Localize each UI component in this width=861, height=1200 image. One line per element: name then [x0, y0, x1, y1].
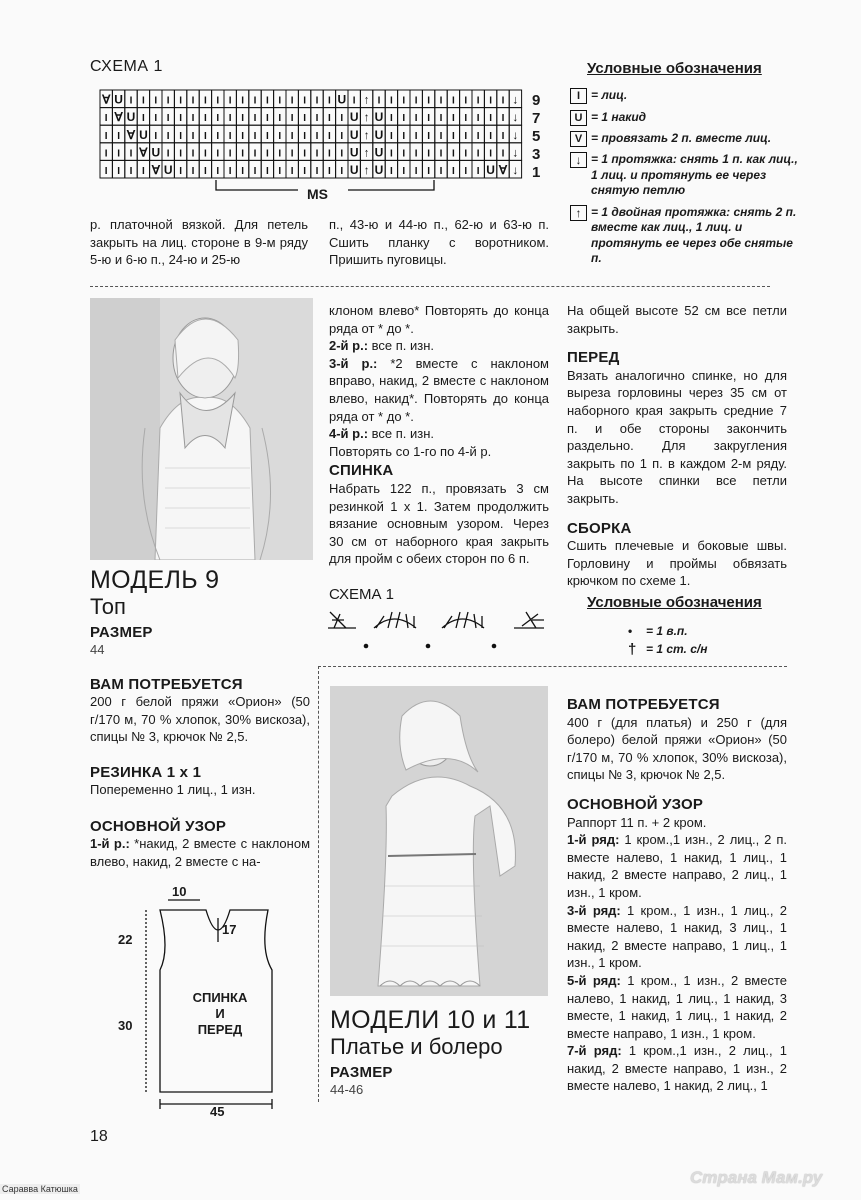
model9-subtitle: Топ: [90, 594, 126, 619]
chart-symbol: I: [117, 148, 120, 160]
chart-symbol: I: [104, 130, 108, 142]
chart-symbol: I: [452, 148, 455, 160]
dim-side-top: 22: [118, 932, 133, 947]
chart-symbol: I: [253, 130, 257, 142]
chart-symbol: ↓: [512, 92, 519, 107]
chart-symbol: I: [464, 130, 468, 142]
chart-symbol: I: [489, 113, 492, 125]
chart-symbol: I: [228, 95, 232, 107]
chart-symbol: U: [337, 92, 347, 107]
chart-symbol: ∀: [126, 127, 136, 142]
chart-symbol: I: [390, 130, 393, 142]
chart-symbol: U: [374, 145, 384, 160]
chart-symbol: ↑: [363, 92, 370, 107]
row-numbers: [532, 92, 540, 182]
chart-symbol: I: [340, 166, 344, 177]
arrow-up-icon: ↑: [570, 205, 587, 221]
chain-stitch-icon: •: [628, 624, 633, 638]
chart-symbol: I: [228, 113, 232, 125]
chart-symbol: ∀: [151, 163, 160, 177]
chart-symbol: I: [315, 166, 319, 177]
arrow-down-icon: ↓: [570, 152, 587, 168]
chart-symbol: I: [328, 148, 331, 160]
chart-symbol: I: [452, 113, 455, 125]
chart-symbol: I: [253, 166, 257, 177]
chart-symbol: U: [114, 92, 123, 107]
chart-symbol: I: [340, 113, 344, 125]
row-number: 3: [532, 146, 541, 163]
crochet-chart: [326, 606, 551, 652]
chart-symbol: I: [216, 130, 220, 142]
model9-col2: клоном влево* Повторять до конца ряда от * до *. 2-й р.: все п. изн. 3-й р.: *2 вместе с наклоном вправо, накид, 2 вместе с наклоном влево, накид*. Повторять до конца ряда от * до *. 4-й р.: все п. изн. Повторять со 1-го по 4-й р. СПИНКА Набрать 122 п., провязать 3 см резинкой 1 х 1. Затем продолжить вязание основным узором. Через 30 см от наборного края закрыть для пройм с обеих сторон по 6 п.: [329, 303, 549, 567]
section-divider: [90, 286, 770, 287]
chart-symbol: I: [340, 148, 344, 160]
chart-symbol: I: [278, 113, 282, 125]
chart-symbol: I: [290, 148, 294, 160]
chart-symbol: I: [166, 95, 170, 107]
chart-symbol: I: [427, 148, 430, 160]
chart-symbol: I: [340, 130, 344, 142]
dim-neck: 17: [222, 922, 237, 937]
chart-symbol: I: [154, 113, 158, 125]
model9-photo: [90, 298, 313, 560]
chart-symbol: I: [315, 95, 319, 107]
chart-symbol: U: [349, 163, 359, 177]
model10-pattern-heading: ОСНОВНОЙ УЗОР: [567, 795, 704, 813]
chart-symbol: I: [352, 95, 356, 107]
chart-symbol: ↑: [363, 110, 370, 125]
model10-frame: [318, 666, 787, 667]
model9-size-heading: РАЗМЕР: [90, 624, 153, 641]
chart-symbol: I: [154, 95, 158, 107]
yarn-over-icon: U: [570, 110, 587, 126]
chart-symbol: I: [191, 148, 195, 160]
chart-symbol: I: [228, 166, 232, 177]
chart-symbol: I: [253, 148, 257, 160]
chart-symbol: I: [241, 95, 244, 107]
chart-symbol: I: [104, 166, 108, 177]
chart-symbol: I: [402, 130, 406, 142]
model9-need-heading: ВАМ ПОТРЕБУЕТСЯ: [90, 676, 243, 693]
chart-symbol: I: [241, 113, 244, 125]
model10-need-text: 400 г (для платья) и 250 г (для болеро) белой пряжи «Орион» (50 г/170 м, 70 % хлопок, 30% вискоза), спицы № 3, крючок № 2,5.: [567, 714, 787, 783]
crochet-legend: [628, 624, 707, 657]
knitting-chart: [98, 88, 558, 208]
row1-text: *накид, 2 вместе с наклоном влево, накид, 2 вместе с на-: [90, 836, 311, 869]
model9-size-value: 44: [90, 642, 105, 657]
legend-item: V = провязать 2 п. вместе лиц.: [570, 131, 800, 147]
chart-symbol: I: [216, 166, 220, 177]
chart-symbol: I: [179, 95, 182, 107]
chart-symbol: I: [142, 113, 145, 125]
back-heading: СПИНКА: [329, 462, 394, 480]
chart-symbol: I: [489, 95, 492, 107]
chart-symbol: I: [179, 166, 182, 177]
chart-symbol: I: [328, 130, 331, 142]
chart-symbol: I: [476, 95, 480, 107]
chart-symbol: I: [191, 113, 195, 125]
ms-label: MS: [307, 186, 328, 202]
chart-symbol: I: [142, 95, 145, 107]
chart-symbol: ↓: [512, 110, 519, 125]
chart-symbol: ↓: [512, 127, 519, 142]
chart-symbol: I: [315, 148, 319, 160]
model10-title: МОДЕЛИ 10 и 11: [330, 1006, 531, 1034]
row-number: 7: [532, 110, 541, 127]
dim-side-bottom: 30: [118, 1018, 133, 1033]
chart-symbol: I: [476, 166, 480, 177]
chart-symbol: I: [241, 166, 244, 177]
chart-symbol: I: [501, 148, 505, 160]
legend-item: • = 1 в.п.: [628, 624, 688, 638]
page-number: 18: [90, 1128, 108, 1145]
chart-symbol: U: [349, 127, 359, 142]
chart-symbol: I: [266, 166, 269, 177]
chart-symbol: I: [303, 95, 306, 107]
chart-symbol: I: [266, 148, 269, 160]
chart-symbol: U: [486, 163, 495, 177]
chart-symbol: I: [290, 95, 294, 107]
model10-subtitle: Платье и болеро: [330, 1034, 503, 1059]
model10-frame-left: [318, 666, 319, 1102]
chart-symbol: I: [377, 95, 381, 107]
legend-item: ↑ = 1 двойная протяжка: снять 2 п. вместе как лиц., 1 лиц. и протянуть ее через обе снятые п.: [570, 205, 800, 267]
model9-need-text: 200 г белой пряжи «Орион» (50 г/170 м, 70 % хлопок, 30% вискоза), спицы № 3, крючок № 2,5.: [90, 694, 310, 745]
chart-symbol: I: [290, 130, 294, 142]
dim-bottom: 45: [210, 1104, 225, 1119]
legend-item: ↓ = 1 протяжка: снять 1 п. как лиц., 1 лиц. и протянуть ее через снятую петлю: [570, 152, 800, 199]
chart-symbol: I: [129, 148, 133, 160]
model10-col: ВАМ ПОТРЕБУЕТСЯ 400 г (для платья) и 250 г (для болеро) белой пряжи «Орион» (50 г/170 м, 70 % хлопок, 30% вискоза), спицы № 3, крючок № 2,5. ОСНОВНОЙ УЗОР Раппорт 11 п. + 2 кром. 1-й ряд: 1 кром.,1 изн., 2 лиц., 2 п. вместе налево, 1 накид, 1 лиц., 1 накид, 2 вместе направо, 2 лиц., 1 изн., 1 кром. 3-й ряд: 1 кром., 1 изн., 1 лиц., 2 вместе налево, 1 накид, 3 лиц., 1 накид, 2 вместе направо, 1 лиц., 1 изн., 1 кром. 5-й ряд: 1 кром., 1 изн., 2 вместе налево, 1 накид, 1 лиц., 1 накид, 3 вместе, 1 накид, 1 лиц., 1 накид, 2 вместе направо, 1 изн., 1 кром. 7-й ряд: 1 кром.,1 изн., 2 лиц., 1 накид, 2 вместе направо, 1 изн., 2 вместе налево, 1 накид, 2 лиц., 1: [567, 696, 787, 1094]
chart-symbol: I: [204, 130, 207, 142]
chart-symbol: U: [349, 110, 359, 125]
chart-symbol: I: [439, 148, 443, 160]
legend-item: † = 1 ст. с/н: [628, 640, 708, 658]
chart-symbol: I: [179, 148, 182, 160]
chart-symbol: I: [464, 113, 468, 125]
pattern-center-label: СПИНКА И ПЕРЕД: [192, 990, 248, 1037]
front-heading: ПЕРЕД: [567, 349, 620, 367]
chart-symbol: I: [328, 166, 331, 177]
model9-rib-text: Попеременно 1 лиц., 1 изн.: [90, 782, 256, 797]
chart-symbol: I: [402, 113, 406, 125]
chart-symbol: U: [163, 163, 173, 177]
chart-symbol: U: [349, 145, 359, 160]
chart-symbol: I: [315, 130, 319, 142]
chart-symbol: I: [315, 113, 319, 125]
chart-symbol: I: [414, 113, 418, 125]
model9-title: МОДЕЛЬ 9: [90, 566, 220, 594]
legend-item: I = лиц.: [570, 88, 800, 104]
chart-symbol: ↑: [363, 145, 370, 160]
chart-symbol: I: [452, 166, 455, 177]
model9-pattern-heading: ОСНОВНОЙ УЗОР: [90, 818, 227, 835]
chart-symbol: I: [278, 95, 282, 107]
chart-symbol: I: [439, 95, 443, 107]
chart-symbol: I: [117, 166, 120, 177]
chart-symbol: I: [390, 166, 393, 177]
chart-symbol: I: [452, 130, 455, 142]
watermark: Страна Мам.ру: [690, 1168, 823, 1187]
model9-rib-heading: РЕЗИНКА 1 х 1: [90, 764, 202, 781]
chart-symbol: I: [290, 166, 294, 177]
chart-symbol: I: [241, 130, 244, 142]
chart-symbol: I: [253, 113, 257, 125]
legend-item: U = 1 накид: [570, 110, 800, 126]
model10-size-value: 44-46: [330, 1082, 364, 1097]
chart-symbol: I: [129, 166, 133, 177]
chart-symbol: I: [414, 166, 418, 177]
chart-symbol: I: [166, 113, 170, 125]
chart-symbol: I: [241, 148, 244, 160]
crochet-legend-title: Условные обозначения: [587, 594, 762, 611]
double-crochet-icon: †: [628, 640, 637, 658]
model10-size-heading: РАЗМЕР: [330, 1064, 393, 1081]
chart-symbol: ∀: [114, 110, 123, 125]
chart-symbol: U: [139, 127, 148, 142]
chart-symbol: I: [204, 166, 207, 177]
chart-symbol: I: [204, 95, 207, 107]
chart-symbol: I: [402, 148, 406, 160]
legend-title: Условные обозначения: [587, 60, 762, 77]
chart-symbol: I: [427, 95, 430, 107]
row-number: 5: [532, 128, 541, 145]
chart-symbol: I: [253, 95, 257, 107]
chart-symbol: I: [402, 95, 406, 107]
chart-symbol: I: [414, 130, 418, 142]
chart-symbol: I: [464, 148, 468, 160]
chart-symbol: I: [179, 113, 182, 125]
chart-symbol: I: [191, 95, 195, 107]
chart-symbol: I: [427, 130, 430, 142]
scheme1-title: СХЕМА 1: [90, 58, 163, 75]
chart-symbol: U: [374, 163, 384, 177]
crochet-scheme-title: СХЕМА 1: [329, 586, 395, 603]
chart-symbol: I: [303, 166, 306, 177]
model10-photo: [330, 686, 548, 996]
chart-symbol: ∀: [102, 92, 111, 107]
chart-symbol: I: [142, 166, 145, 177]
chart-symbol: I: [390, 148, 393, 160]
model9-col3: На общей высоте 52 см все петли закрыть. ПЕРЕД Вязать аналогично спинке, но для выреза горловины через 35 см от наборного края закрыть средние 7 п. и обе стороны закончить раздельно. Для закругления закрыть по 1 п. в каждом 2-м ряду. На высоте спинки все петли закрыть. СБОРКА Сшить плечевые и боковые швы. Горловину и проймы обвязать крючком по схеме 1.: [567, 303, 787, 589]
chart-symbol: I: [501, 95, 505, 107]
chart-symbol: I: [216, 95, 220, 107]
chart-symbol: I: [489, 148, 492, 160]
chart-symbol: I: [266, 95, 269, 107]
chart-symbol: I: [216, 148, 220, 160]
chart-symbol: ∀: [139, 145, 148, 160]
chart-symbol: U: [151, 145, 161, 160]
row-number: 1: [532, 164, 541, 181]
chart-symbol: ↓: [512, 163, 519, 177]
chart-symbol: I: [390, 95, 393, 107]
chart-symbol: I: [427, 113, 430, 125]
chart-symbol: I: [228, 148, 232, 160]
chart-symbol: I: [216, 113, 220, 125]
chart-symbol: I: [179, 130, 182, 142]
row-number: 9: [532, 92, 541, 109]
chart-symbol: I: [129, 95, 133, 107]
chart-symbol: I: [290, 113, 294, 125]
legend-list: [570, 88, 800, 267]
chart-symbol: I: [328, 113, 331, 125]
chart-symbol: I: [414, 148, 418, 160]
chart-symbol: I: [278, 148, 282, 160]
chart-symbol: I: [476, 113, 480, 125]
chart-symbol: ↓: [512, 145, 519, 160]
chart-symbol: I: [204, 148, 207, 160]
chart-symbol: I: [427, 166, 430, 177]
chart-symbol: I: [191, 130, 195, 142]
chart-symbol: I: [154, 130, 158, 142]
chart-symbol: I: [439, 166, 443, 177]
chart-symbol: I: [439, 113, 443, 125]
chart-symbol: I: [303, 148, 306, 160]
chart-symbol: ↑: [363, 163, 370, 177]
chart-symbol: I: [278, 130, 282, 142]
chart-symbol: I: [266, 130, 269, 142]
chart-symbol: I: [104, 113, 108, 125]
chart-symbol: I: [501, 130, 505, 142]
chart-symbol: I: [414, 95, 418, 107]
chart-symbol: I: [166, 130, 170, 142]
chart-symbol: I: [278, 166, 282, 177]
chart-symbol: I: [439, 130, 443, 142]
chart-symbol: U: [374, 110, 384, 125]
knit-stitch-icon: I: [570, 88, 587, 104]
chart-symbol: ↑: [363, 127, 370, 142]
chart-symbol: U: [126, 110, 136, 125]
dim-top: 10: [172, 884, 187, 899]
chart-symbol: I: [204, 113, 207, 125]
top-text-col2: п., 43-ю и 44-ю п., 62-ю и 63-ю п. Сшить планку с воротником. Пришить пуговицы.: [329, 217, 549, 268]
k2tog-icon: V: [570, 131, 587, 147]
chart-symbol: I: [328, 95, 331, 107]
assembly-heading: СБОРКА: [567, 519, 632, 537]
chart-symbol: I: [402, 166, 406, 177]
chart-symbol: I: [228, 130, 232, 142]
chart-symbol: I: [266, 113, 269, 125]
chart-symbol: I: [166, 148, 170, 160]
chart-symbol: U: [374, 127, 384, 142]
chart-symbol: I: [476, 130, 480, 142]
chart-symbol: I: [117, 130, 120, 142]
chart-symbol: ∀: [498, 163, 508, 177]
chart-symbol: I: [104, 148, 108, 160]
row1-label: 1-й р.:: [90, 836, 130, 851]
chart-symbol: I: [303, 113, 306, 125]
chart-symbol: I: [452, 95, 455, 107]
chart-symbol: I: [501, 113, 505, 125]
uploader-tag: Саравва Катюшка: [2, 1184, 78, 1194]
chart-symbol: I: [390, 113, 393, 125]
top-text-col1: р. платочной вязкой. Для петель закрыть на лиц. стороне в 9-м ряду 5-ю и 6-ю п., 24-ю и 25-ю: [90, 217, 308, 268]
chart-symbol: I: [303, 130, 306, 142]
chart-symbol: I: [489, 130, 492, 142]
chart-symbol: I: [464, 166, 468, 177]
chart-symbol: I: [191, 166, 195, 177]
chart-symbol: I: [464, 95, 468, 107]
chart-symbol: I: [476, 148, 480, 160]
model10-need-heading: ВАМ ПОТРЕБУЕТСЯ: [567, 696, 720, 713]
